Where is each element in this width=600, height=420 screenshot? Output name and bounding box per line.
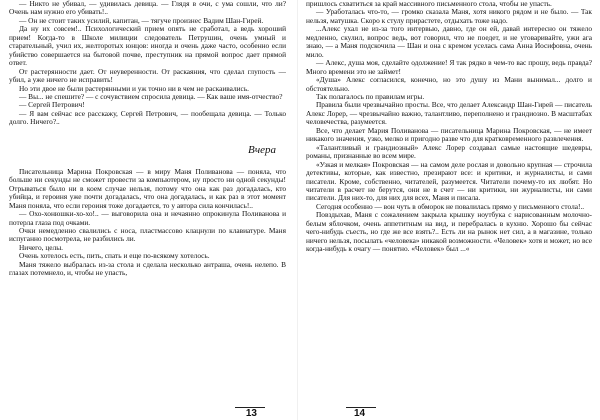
paragraph: ...Алекс ухал не из-за того интервью, давно, где он ей, давай интересно он тяжело медленно, скулил, вопрос ведь, вот говорил, что не поедет, и не уговаривайте, ужи ага знаю, — а Маня подскочила — Шан и она с кремом уселась сама Анна Иосифовна, очень мило. xyxy=(306,24,592,59)
right-page-body xyxy=(306,0,592,254)
paragraph: «Узкая и мелкая» Покровская — на самом деле рослая и довольно крупная — строчила детективы, которые, как известно, презирают все: и критики, и журналисты, и сами писатели. Кроме, собственно, читателей, разумеется. Читатели почему-то их любят. Но читатели в расчет не берутся, они не в счет — ни критики, ни журналисты, ни сами писатели. Для них-то, для них для всех, Маня и писала. xyxy=(306,159,592,203)
paragraph: Очки немедленно свалились с носа, пластмассово клацнули по клавиатуре. Маня испуганно посмотрела, не разбились ли. xyxy=(9,225,286,244)
paragraph: Так полагалось по правилам игры. xyxy=(316,91,425,101)
left-page-body-bottom xyxy=(9,168,286,278)
paragraph: — Он не стоит таких усилий, капитан, — тягуче произнес Вадим Шан-Гирей. xyxy=(19,15,264,25)
paragraph: — Никто не убивал, — удивилась девица. — Глядя в очи, с ума сошли, что ли? Очень нам нужно его убивать!.. xyxy=(9,0,286,17)
paragraph: — Вы... не спешите? — с сочувствием спросила девица. — Как ваше имя-отчество? xyxy=(19,91,283,101)
left-page xyxy=(0,0,295,420)
paragraph: — Уработалась что-то, — громко сказала Маня, хотя никого рядом и не было. — Так нельзя, матушка. Скоро к стулу прирастете, отдыхать тоже надо. xyxy=(306,7,592,25)
paragraph: Писательница Марина Покровская — в миру Маня Поливанова — поняла, что больше ни секунды не сможет провести за компьютером, ну просто ни одной секунды! Отрываться было ни в коем случае нельзя, потому что она как раз догадалась, кто убийца, и героиня уже почти догадалась, что она догадалась, и как раз в этот момент Маня поняла, что если героиня тоже догадается, то у автора сила кончилась!.. xyxy=(9,166,286,210)
paragraph: — Я вам сейчас все расскажу, Сергей Петрович, — пообещала девица. — Только долго. Ничего?.. xyxy=(9,108,286,127)
page-number: 13 xyxy=(245,408,257,419)
paragraph: «Душа» Алекс согласился, конечно, но это душу из Мани вынимал... долго и обстоятельно. xyxy=(306,75,592,93)
paragraph: — Охо-хонюшки-хо-хо!.. — выговорила она и нечаянно опрокинула Поливанова и потерла глаза под очками. xyxy=(9,209,286,227)
paragraph: От растерянности дает. От неуверенности. От раскаяния, что сделал глупость — убил, а уже ничего не исправить! xyxy=(9,66,286,85)
paragraph: пришлось схватиться за край массивного письменного стола, чтобы не упасть. xyxy=(306,0,552,8)
paragraph: «Талантливый и грандиозный» Алекс Лорер создавал самые настоящие шедевры, романы, признанные во всем мире. xyxy=(306,142,592,161)
paragraph: Но эти двое не были растерянными и уж точно ни в чем не раскаивались. xyxy=(19,83,250,93)
paragraph: Все, что делает Мария Поливанова — писательница Марина Покровская, — не имеет никакого значения, узко, мелко и пригодно разве что для кратковременного развлечения. xyxy=(306,125,592,144)
right-page xyxy=(300,0,600,420)
paragraph: Маня тяжело выбралась из-за стола и сделала несколько антраша, очень нелепо. В глазах потемнело, и, чтобы не упасть, xyxy=(9,259,286,278)
paragraph: Очень хотелось есть, пить, спать и еще по-всякому хотелось. xyxy=(19,251,210,261)
paragraph: — Сергей Петрович! xyxy=(19,100,85,110)
left-page-body-top xyxy=(9,0,286,127)
paragraph: Правила были чрезвычайно просты. Все, что делает Александр Шан-Гирей — писатель Алекс Лорер, — чрезвычайно важно, талантливо, переполнено и грандиозно. В масштабах человечества, разумеется. xyxy=(306,100,592,127)
page-number: 14 xyxy=(354,408,366,419)
book-spine xyxy=(297,0,298,420)
paragraph: Да ну их совсем!.. Психологический прием опять не сработал, а ведь хороший прием! Когда-то в Школе милиции следователь Петрушин, очень умный и старательный, учил их, желторотых юнцов: иногда и очень даже часто, особенно если убийство совершается на бытовой почве, преступник на прямой вопрос дает прямой ответ. xyxy=(9,24,286,68)
paragraph: — Алекс, душа моя, сделайте одолжение! Я так рядко в чем-то вас прошу, ведь правда? Много времени это не займет! xyxy=(306,58,592,76)
chapter-title: Вчера xyxy=(248,143,276,156)
paragraph: Ничего, целы. xyxy=(19,242,63,252)
paragraph: Повздыхав, Маня с сожалением закрыла крышку ноутбука с нарисованным молочно-белым яблочком, очень аппетитным на вид, и перебралась в кухню. Хорошо бы сейчас чего-нибудь съесть, но где же все взять?.. Есть ли на рынок нет сил, а в магазине, только ничего нельзя, посылать «человека» никакой возможности. «Человек» хотя и может, но все когда-нибудь к очагу — понятно. «Человек» был ...« xyxy=(306,210,592,254)
paragraph: Сегодня особенно — вон чуть в обморок не повалилась прямо у письменного стола!.. xyxy=(316,201,585,211)
